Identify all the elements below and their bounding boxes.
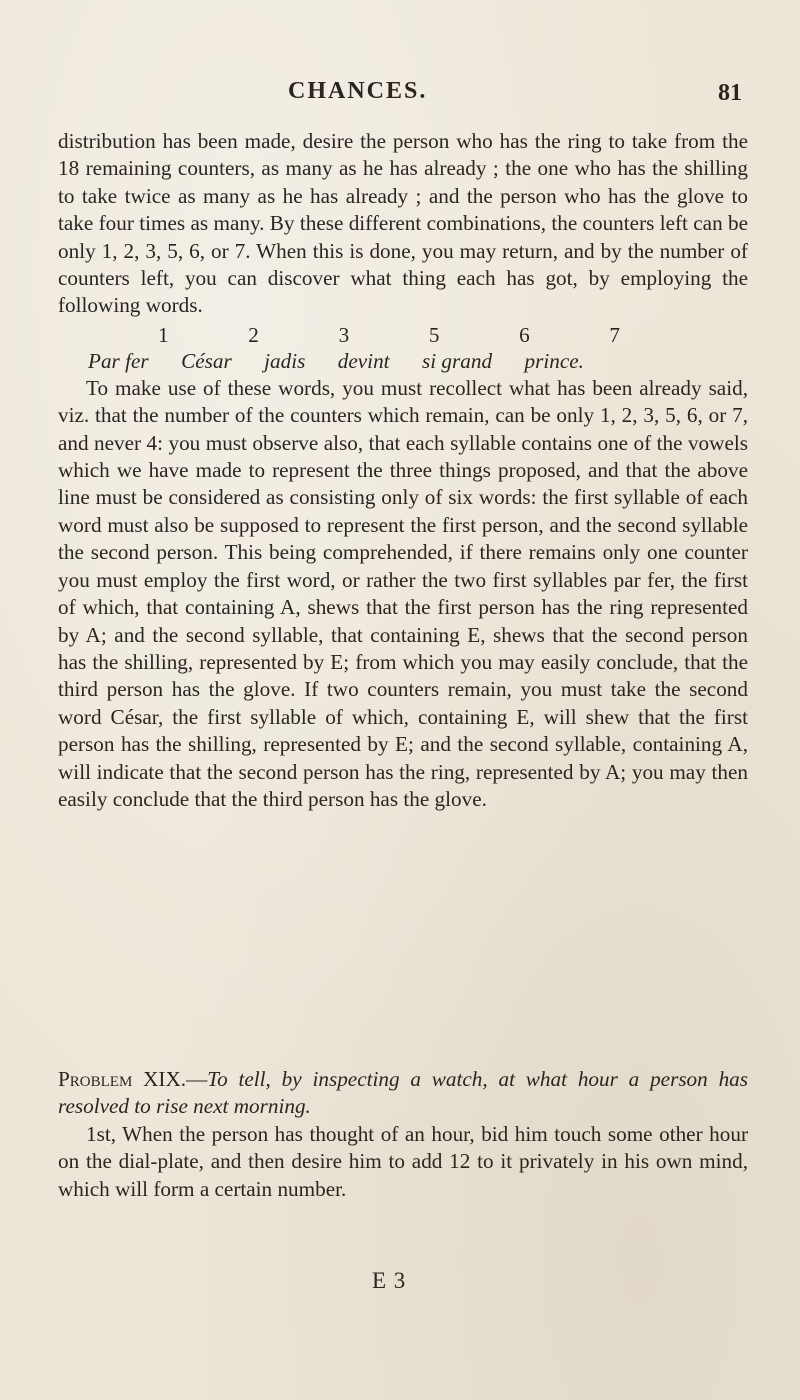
problem-dash: —	[186, 1067, 208, 1091]
number-item: 2	[248, 322, 259, 347]
paragraph-explanation: To make use of these words, you must recollect what has been already said, viz. that the number of the counters which remain, can be only 1, 2, 3, 5, 6, or 7, and never 4: you must observe also, that each syllable contains one of the vowels which we have made to represent the three things proposed, and that the above line must be considered as consisting only of six words: the first syllable of each word must also be supposed to represent the first person, and the second syllable the second person. This being comprehended, if there remains only one counter you must employ the first word, or rather the two first syllables par fer, the first of which, that containing A, shews that the first person has the ring represented by A; and the second syllable, that containing E, shews that the second person has the shilling, represented by E; from which you may easily conclude, that the third person has the glove. If two counters remain, you must take the second word César, the first syllable of which, containing E, will shew that the first person has the shilling, represented by E; and the second syllable, containing A, will indicate that the second person has the ring, represented by A; you may then easily conclude that the third person has the glove.	[58, 375, 748, 811]
problem-description: To tell, by inspecting a watch, at what hour a person has resolved to rise next morning.	[58, 1067, 748, 1119]
problem-section	[58, 1066, 748, 1203]
mnemonic-words-row	[58, 348, 748, 375]
page-header	[0, 78, 800, 112]
number-item: 7	[609, 322, 620, 347]
problem-title: Problem XIX.	[58, 1067, 187, 1091]
mnemonic-word: Par fer	[88, 348, 149, 373]
number-item: 3	[338, 322, 350, 347]
number-row	[58, 322, 748, 348]
mnemonic-word: César	[181, 348, 232, 373]
mnemonic-word: devint	[337, 348, 390, 373]
body-text	[58, 128, 748, 813]
number-item: 1	[158, 322, 169, 347]
number-item: 5	[428, 322, 440, 347]
paragraph-continuation: distribution has been made, desire the person who has the ring to take from the 18 remaining counters, as many as he has already ; the one who has the shilling to take twice as many as he has already ; and the person who has the glove to take four times as many. By these different combinations, the counters left can be only 1, 2, 3, 5, 6, or 7. When this is done, you may return, and by the number of counters left, you can discover what thing each has got, by employing the following words.	[58, 129, 748, 318]
running-head: CHANCES.	[288, 78, 428, 104]
number-item: 6	[519, 322, 530, 347]
page-number: 81	[718, 80, 742, 106]
mnemonic-word: jadis	[264, 348, 306, 373]
mnemonic-word: prince.	[524, 348, 584, 373]
problem-heading	[58, 1066, 748, 1121]
mnemonic-word: si grand	[422, 348, 493, 373]
signature-mark: E 3	[372, 1268, 407, 1293]
problem-paragraph: 1st, When the person has thought of an hour, bid him touch some other hour on the dial-plate, and then desire him to add 12 to it privately in his own mind, which will form a certain number.	[58, 1121, 748, 1201]
